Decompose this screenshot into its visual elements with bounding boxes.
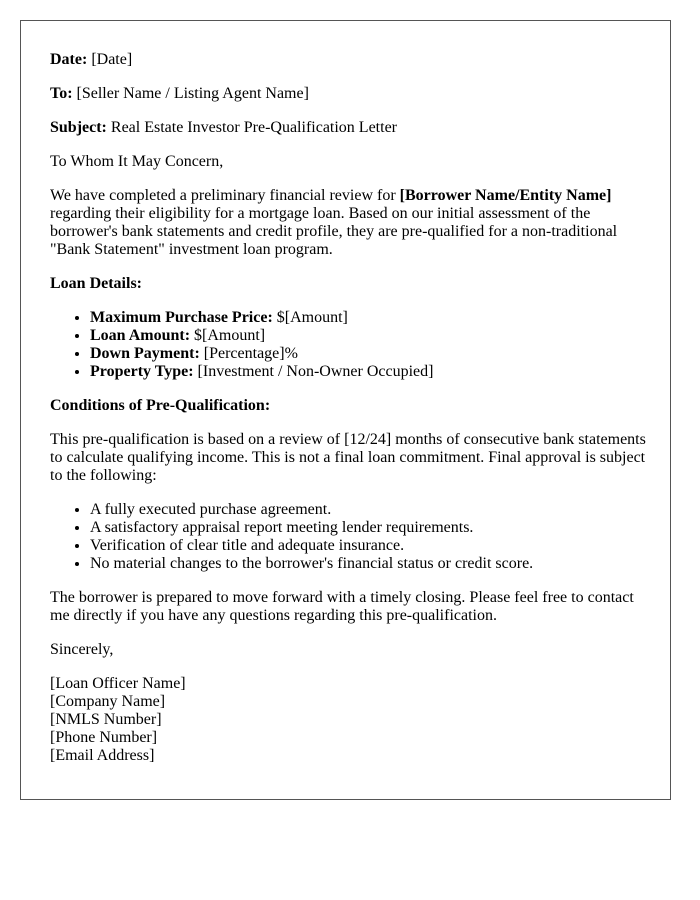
loan-detail-value: [Investment / Non-Owner Occupied] xyxy=(193,363,434,380)
loan-detail-item xyxy=(90,309,650,327)
signature-nmls-number: [NMLS Number] xyxy=(50,711,162,728)
loan-details-heading xyxy=(50,275,650,293)
letter-document xyxy=(20,20,671,800)
conditions-heading-text: Conditions of Pre-Qualification: xyxy=(50,397,271,414)
condition-item: • Verification of clear title and adequate insurance. xyxy=(90,537,650,555)
loan-detail-label: Loan Amount: xyxy=(90,327,191,344)
subject-label: Subject: xyxy=(50,119,107,136)
signature-officer-name: [Loan Officer Name] xyxy=(50,675,186,692)
recipient-label: To: xyxy=(50,85,73,102)
conditions-list xyxy=(50,501,650,573)
intro-text-after: regarding their eligibility for a mortgage loan. Based on our initial assessment of the borrower's bank statements and credit profile, they are pre-qualified for a non-traditional "Bank Statement" investment loan program. xyxy=(50,205,618,258)
subject-line xyxy=(50,119,650,137)
condition-item: • A satisfactory appraisal report meeting lender requirements. xyxy=(90,519,650,537)
intro-text-before: We have completed a preliminary financial review for xyxy=(50,187,400,204)
signature-block xyxy=(50,675,650,765)
signature-phone-number: [Phone Number] xyxy=(50,729,158,746)
salutation: To Whom It May Concern, xyxy=(50,153,224,170)
loan-detail-label: Down Payment: xyxy=(90,345,200,362)
conditions-heading xyxy=(50,397,650,415)
condition-item: • No material changes to the borrower's financial status or credit score. xyxy=(90,555,650,573)
loan-detail-item xyxy=(90,363,650,381)
date-line xyxy=(50,51,650,69)
signature-company-name: [Company Name] xyxy=(50,693,166,710)
borrower-name: [Borrower Name/Entity Name] xyxy=(399,187,612,204)
loan-detail-item xyxy=(90,327,650,345)
condition-item: • A fully executed purchase agreement. xyxy=(90,501,650,519)
recipient-value: [Seller Name / Listing Agent Name] xyxy=(76,85,309,102)
loan-detail-value: $[Amount] xyxy=(190,327,266,344)
loan-detail-label: Maximum Purchase Price: xyxy=(90,309,273,326)
loan-detail-value: [Percentage]% xyxy=(199,345,298,362)
loan-detail-item xyxy=(90,345,650,363)
signature-email-address: [Email Address] xyxy=(50,747,155,764)
subject-value: Real Estate Investor Pre-Qualification Letter xyxy=(110,119,397,136)
signoff: Sincerely, xyxy=(50,641,114,658)
conditions-paragraph: This pre-qualification is based on a review of [12/24] months of consecutive bank statements to calculate qualifying income. This is not a final loan commitment. Final approval is subject to the following: xyxy=(50,431,646,484)
intro-paragraph xyxy=(50,187,650,259)
loan-details-list xyxy=(50,309,650,381)
loan-details-heading-text: Loan Details: xyxy=(50,275,142,292)
loan-detail-label: Property Type: xyxy=(90,363,194,380)
loan-detail-value: $[Amount] xyxy=(272,309,348,326)
recipient-line xyxy=(50,85,650,103)
closing-paragraph: The borrower is prepared to move forward with a timely closing. Please feel free to contact me directly if you have any questions regarding this pre-qualification. xyxy=(50,589,634,624)
date-label: Date: xyxy=(50,51,88,68)
date-value: [Date] xyxy=(91,51,133,68)
